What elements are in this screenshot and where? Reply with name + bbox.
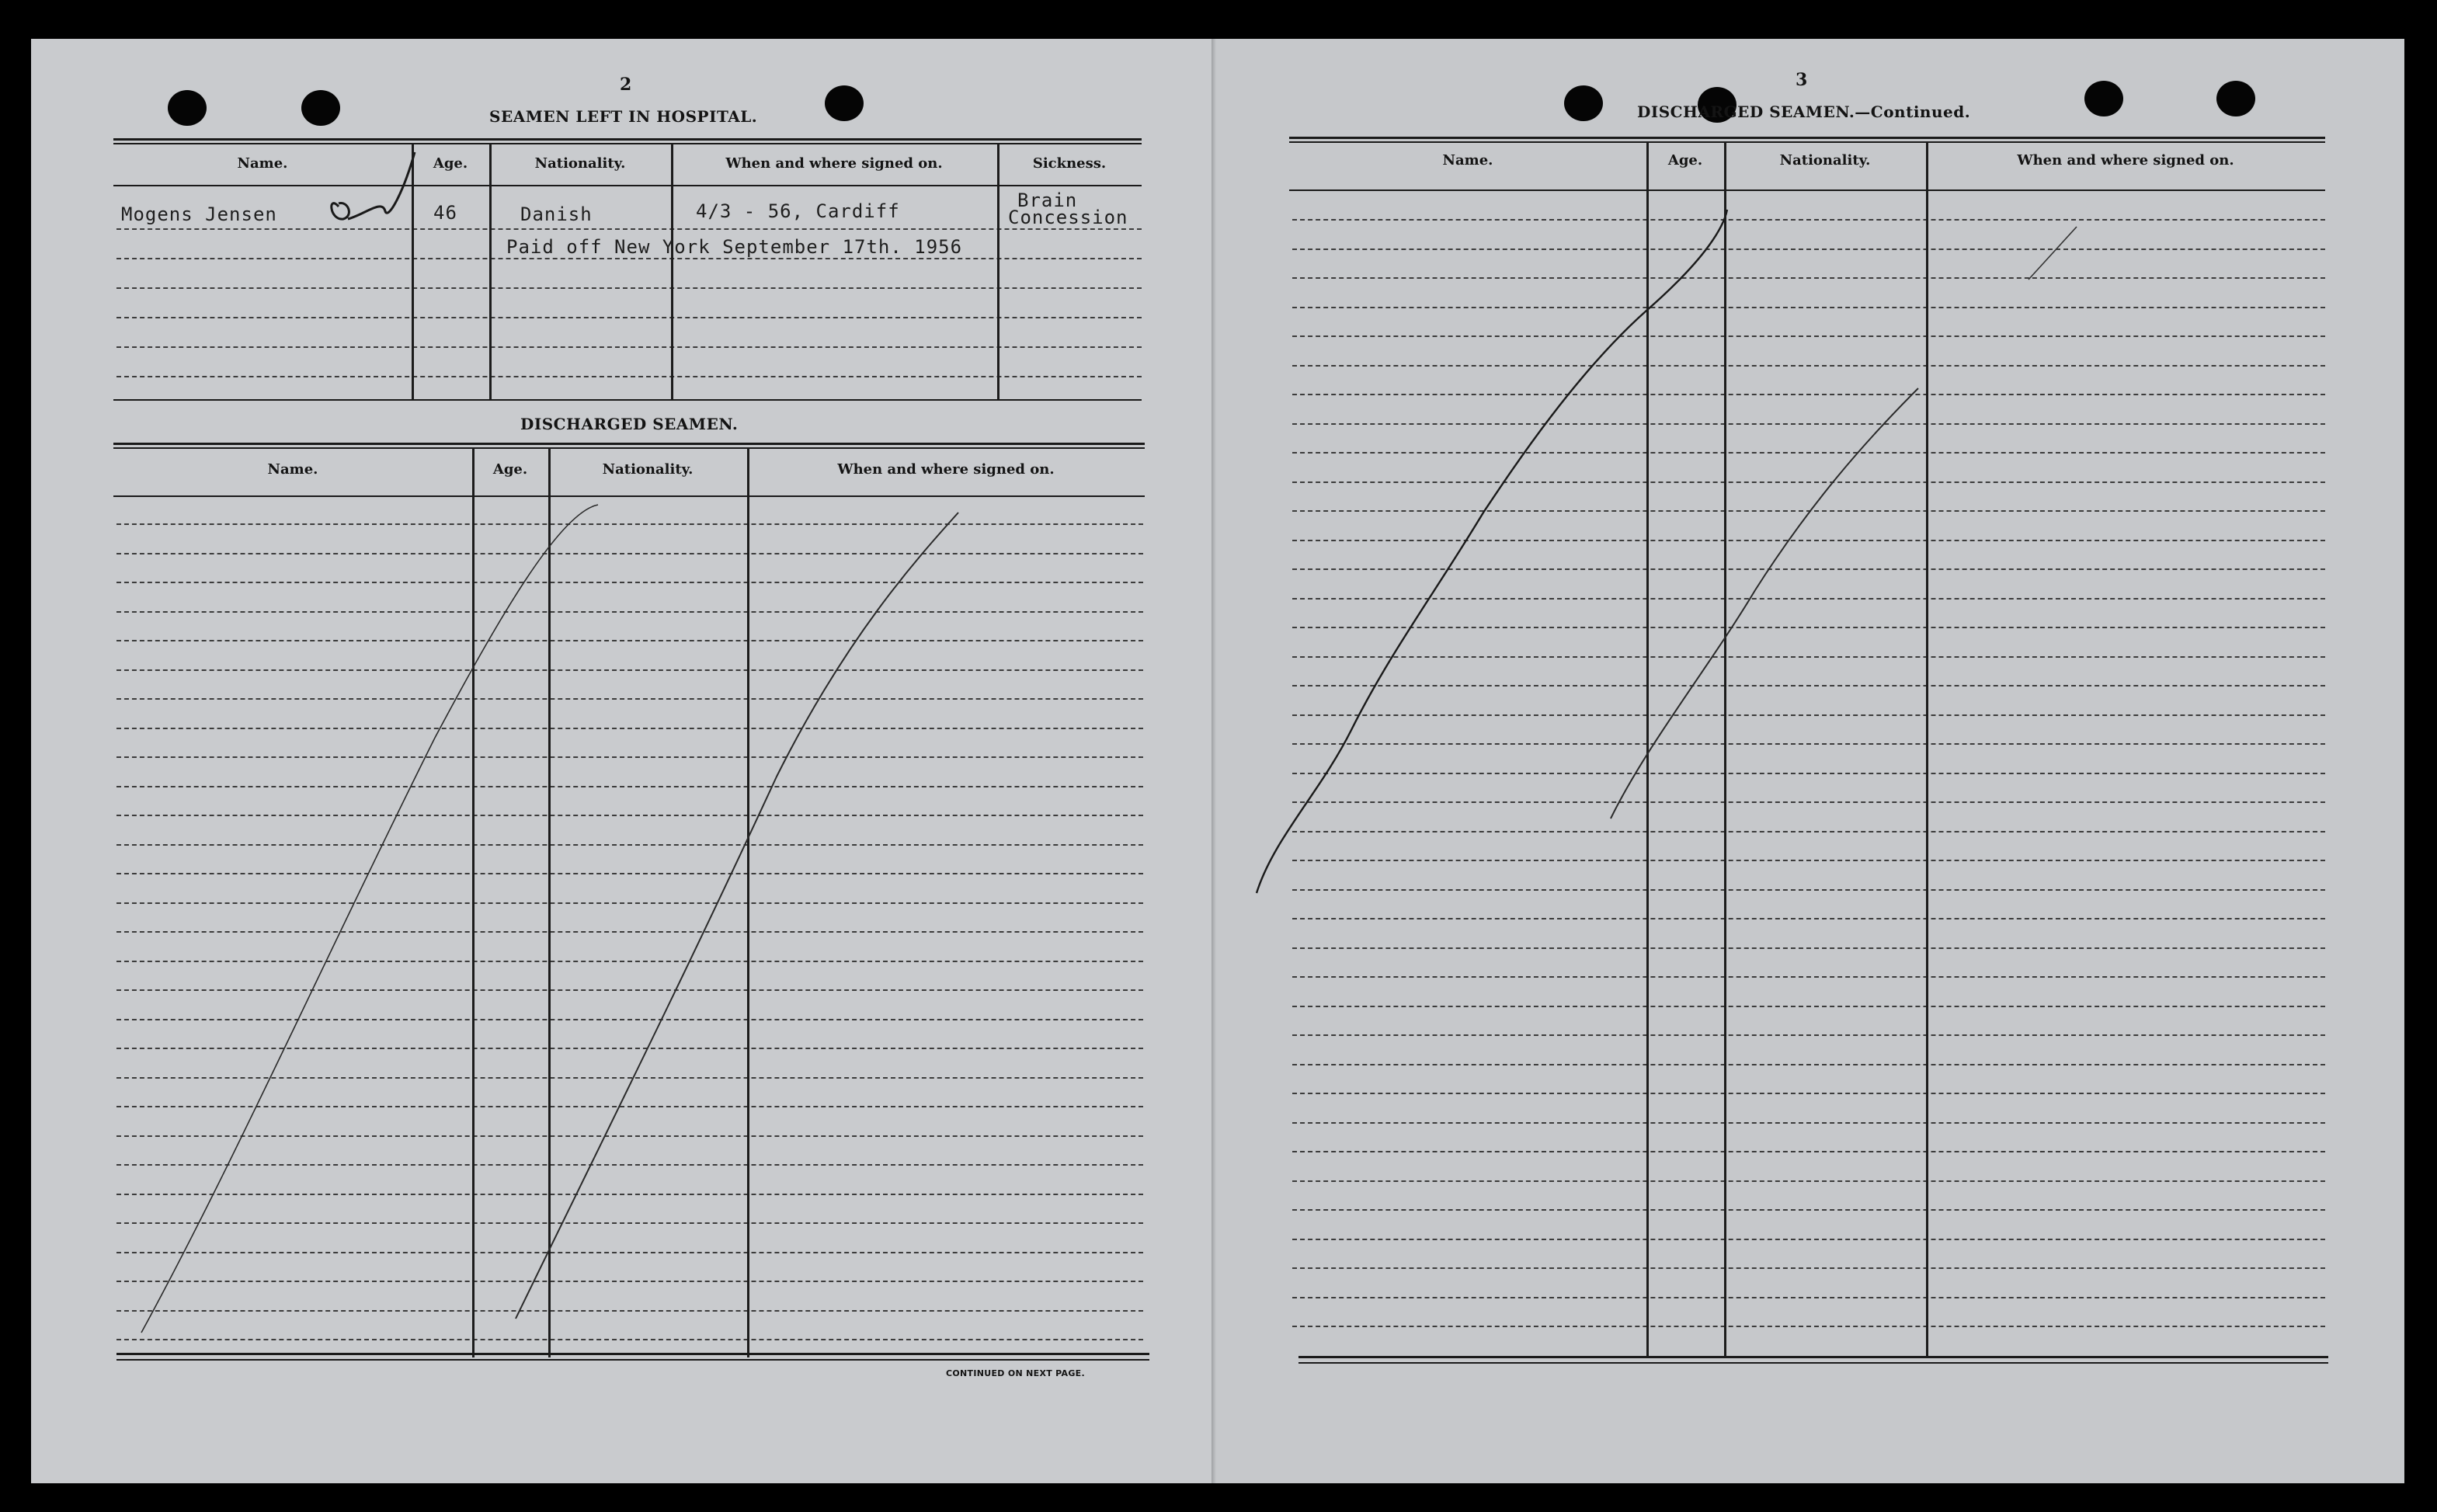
- right-col-name: Name.: [1442, 152, 1493, 169]
- hospital-col-signed-on: When and where signed on.: [725, 155, 943, 172]
- continued-footer: CONTINUED ON NEXT PAGE.: [946, 1368, 1085, 1378]
- hospital-initial-mark: [332, 152, 415, 219]
- hospital-entry-sickness-2: Concession: [1008, 207, 1128, 228]
- cancel-stroke: [1257, 210, 1727, 893]
- hospital-section-title: SEAMEN LEFT IN HOSPITAL.: [489, 107, 758, 126]
- hospital-entry-sickness-1: Brain: [1017, 189, 1078, 211]
- right-col-nationality: Nationality.: [1779, 152, 1871, 169]
- cancel-stroke: [1611, 388, 1918, 819]
- hospital-col-sickness: Sickness.: [1032, 155, 1107, 172]
- hospital-entry-signed-on: 4/3 - 56, Cardiff: [696, 200, 900, 222]
- discharged-col-name: Name.: [267, 461, 318, 478]
- cancel-stroke: [141, 505, 598, 1333]
- right-col-signed-on: When and where signed on.: [2017, 152, 2234, 169]
- page-number-left: 2: [620, 75, 632, 95]
- hospital-entry-age: 46: [433, 202, 457, 224]
- hospital-col-nationality: Nationality.: [534, 155, 626, 172]
- cancel-stroke: [516, 513, 958, 1319]
- discharged-continued-title: DISCHARGED SEAMEN.—Continued.: [1637, 103, 1971, 121]
- right-col-age: Age.: [1667, 152, 1703, 169]
- hospital-col-name: Name.: [237, 155, 288, 172]
- discharged-col-signed-on: When and where signed on.: [837, 461, 1055, 478]
- discharged-col-age: Age.: [492, 461, 528, 478]
- discharged-section-title: DISCHARGED SEAMEN.: [520, 415, 739, 433]
- page-number-right: 3: [1796, 70, 1808, 90]
- hospital-entry-nationality: Danish: [520, 203, 593, 225]
- hospital-entry-name: Mogens Jensen: [121, 203, 277, 225]
- cancel-stroke: [2029, 227, 2077, 280]
- hospital-entry-paid-off: Paid off New York September 17th. 1956: [506, 236, 963, 258]
- hospital-col-age: Age.: [433, 155, 468, 172]
- discharged-col-nationality: Nationality.: [602, 461, 694, 478]
